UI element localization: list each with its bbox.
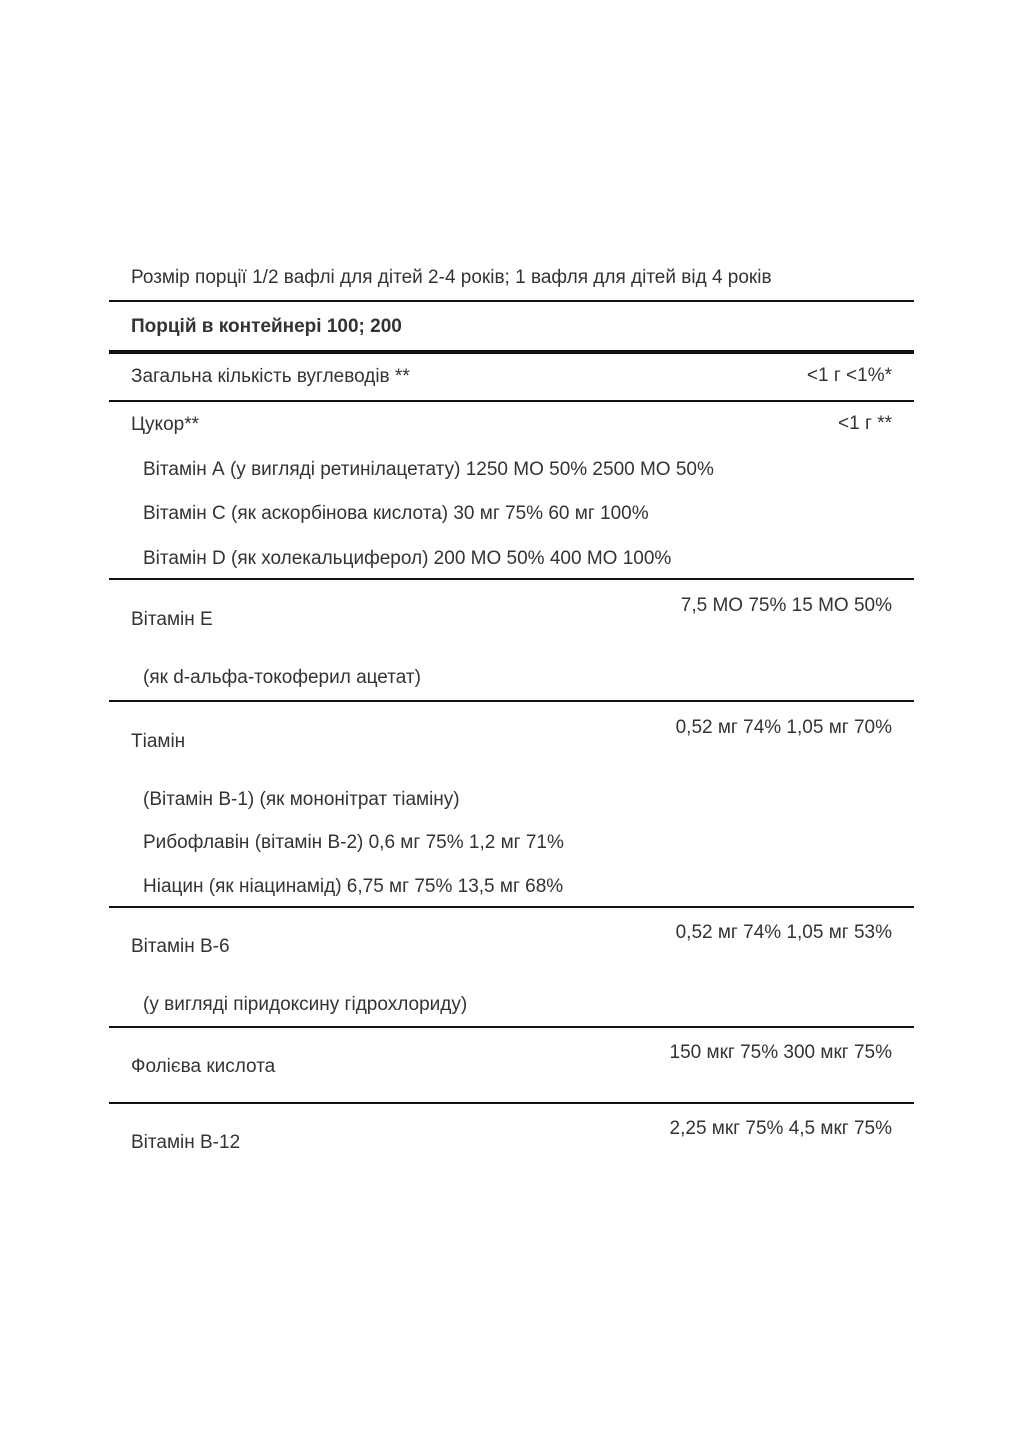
table-row-vitamin-b6 [109, 908, 914, 1028]
serving-size-row [109, 254, 914, 302]
sugar-value: <1 г ** [838, 413, 892, 434]
nutrition-facts-table [109, 254, 914, 1184]
riboflavin-text: Рибофлавін (вітамін В-2) 0,6 мг 75% 1,2 мг 71% [143, 832, 564, 853]
table-row-sugar-group [109, 402, 914, 580]
table-row-carbs [109, 354, 914, 402]
serving-size-text: Розмір порції 1/2 вафлі для дітей 2-4 років; 1 вафля для дітей від 4 років [131, 267, 772, 288]
folic-acid-label: Фолієва кислота [131, 1056, 276, 1077]
vitamin-a-text: Вітамін А (у вигляді ретинілацетату) 1250 МО 50% 2500 МО 50% [143, 459, 714, 480]
vitamin-b6-value: 0,52 мг 74% 1,05 мг 53% [675, 922, 892, 943]
thiamin-note: (Вітамін В-1) (як мононітрат тіаміну) [143, 789, 460, 810]
servings-per-container-text: Порцій в контейнері 100; 200 [131, 316, 402, 337]
folic-acid-value: 150 мкг 75% 300 мкг 75% [669, 1042, 892, 1063]
vitamin-e-label: Вітамін Е [131, 609, 213, 630]
niacin-text: Ніацин (як ніацинамід) 6,75 мг 75% 13,5 мг 68% [143, 876, 564, 897]
carbs-label: Загальна кількість вуглеводів ** [131, 366, 410, 387]
vitamin-b6-note: (у вигляді піридоксину гідрохлориду) [143, 994, 468, 1015]
carbs-value: <1 г <1%* [806, 365, 892, 386]
vitamin-b12-label: Вітамін В-12 [131, 1132, 241, 1153]
vitamin-b6-label: Вітамін В-6 [131, 936, 230, 957]
table-row-vitamin-e [109, 580, 914, 702]
table-row-folic-acid [109, 1028, 914, 1104]
vitamin-e-value: 7,5 МО 75% 15 МО 50% [680, 595, 892, 616]
vitamin-d-text: Вітамін D (як холекальциферол) 200 МО 50% 400 МО 100% [143, 548, 672, 569]
servings-per-container-row [109, 302, 914, 354]
thiamin-label: Тіамін [131, 731, 186, 752]
thiamin-value: 0,52 мг 74% 1,05 мг 70% [675, 717, 892, 738]
vitamin-e-note: (як d-альфа-токоферил ацетат) [143, 667, 421, 688]
table-row-thiamin-group [109, 702, 914, 908]
table-row-vitamin-b12 [109, 1104, 914, 1184]
vitamin-b12-value: 2,25 мкг 75% 4,5 мкг 75% [669, 1118, 892, 1139]
sugar-label: Цукор** [131, 414, 200, 435]
vitamin-c-text: Вітамін С (як аскорбінова кислота) 30 мг 75% 60 мг 100% [143, 503, 649, 524]
